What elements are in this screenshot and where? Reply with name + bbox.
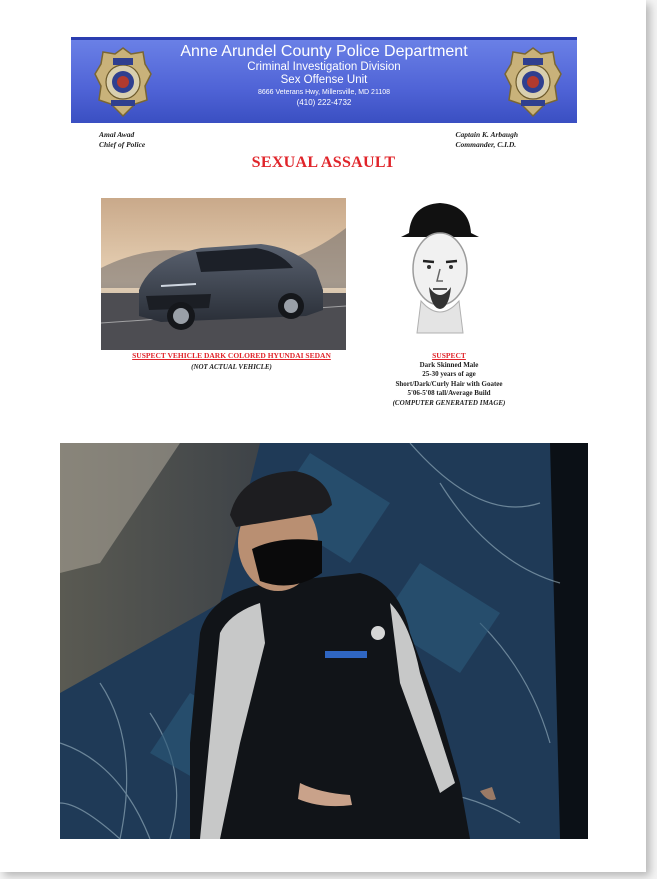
suspect-line: 25-30 years of age [422, 370, 476, 378]
police-badge-icon [93, 46, 153, 118]
suspect-line: Short/Dark/Curly Hair with Goatee [395, 379, 503, 388]
division-name: Criminal Investigation Division [247, 61, 401, 73]
suspect-description [349, 351, 549, 408]
department-name: Anne Arundel County Police Department [180, 43, 468, 60]
suspect-composite-sketch [371, 183, 509, 353]
flyer-headline: SEXUAL ASSAULT [251, 154, 396, 171]
chief-signature-block [99, 130, 145, 150]
captain-name: Captain K. Arbaugh [455, 130, 518, 139]
department-phone: (410) 222-4732 [296, 98, 352, 107]
suspect-note: (COMPUTER GENERATED IMAGE) [392, 398, 506, 407]
surveillance-photo [60, 443, 588, 839]
suspect-line: Dark Skinned Male [419, 360, 479, 369]
captain-title: Commander, C.I.D. [455, 140, 517, 149]
vehicle-caption: SUSPECT VEHICLE DARK COLORED HYUNDAI SEDAN [132, 351, 331, 360]
police-badge-icon [503, 46, 563, 118]
police-flyer [59, 31, 588, 427]
flyer-header-text [151, 42, 497, 108]
department-address: 8666 Veterans Hwy, Millersville, MD 21108 [257, 89, 391, 96]
vehicle-note: (NOT ACTUAL VEHICLE) [191, 363, 272, 371]
suspect-vehicle-photo [101, 198, 346, 350]
captain-signature-block [456, 130, 518, 150]
unit-name: Sex Offense Unit [280, 74, 368, 86]
suspect-title: SUSPECT [432, 351, 466, 360]
flyer-header-banner [71, 37, 577, 123]
chief-name: Amal Awad [99, 130, 135, 139]
suspect-line: 5'06-5'08 tall/Average Build [407, 389, 491, 397]
chief-title: Chief of Police [99, 140, 146, 149]
